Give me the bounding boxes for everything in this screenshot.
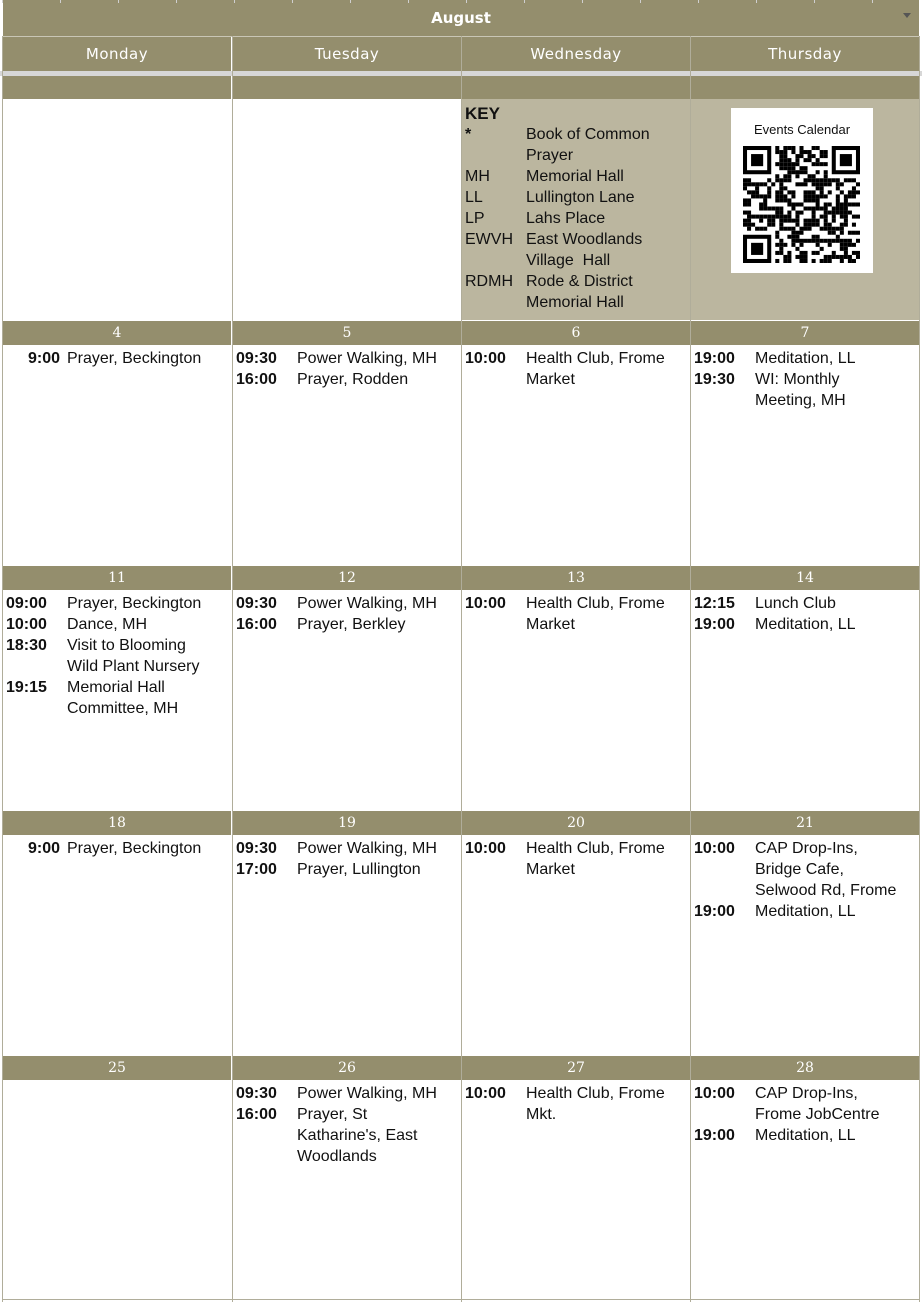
key-abbreviation: RDMH — [465, 273, 513, 290]
event-title: Bridge Cafe, — [755, 861, 844, 878]
grid-tick — [582, 0, 583, 3]
day-cell[interactable] — [462, 1080, 690, 1299]
grid-line — [919, 36, 920, 1302]
event-time: 10:00 — [6, 616, 47, 633]
event-time: 9:00 — [27, 350, 60, 367]
grid-tick — [872, 0, 873, 3]
grid-tick — [524, 0, 525, 3]
dropdown-arrow-icon[interactable] — [903, 13, 911, 18]
key-description: East Woodlands — [526, 231, 643, 248]
event-time: 10:00 — [694, 840, 735, 857]
event-title: Frome JobCentre — [755, 1106, 880, 1123]
date-header: 7 — [691, 321, 919, 345]
event-time: 09:30 — [236, 840, 277, 857]
spacer-cell — [233, 76, 461, 99]
key-abbreviation: MH — [465, 168, 490, 185]
day-cell[interactable] — [233, 835, 461, 1055]
event-title: Woodlands — [297, 1148, 377, 1165]
key-description: Prayer — [526, 147, 574, 164]
event-title: Wild Plant Nursery — [67, 658, 200, 675]
date-header: 13 — [462, 566, 690, 590]
event-time: 09:30 — [236, 595, 277, 612]
event-title: Health Club, Frome — [526, 840, 665, 857]
day-cell[interactable] — [691, 835, 919, 1055]
grid-tick — [640, 0, 641, 3]
event-title: Power Walking, MH — [297, 1085, 437, 1102]
event-title: Prayer, Beckington — [67, 595, 202, 612]
grid-tick — [176, 0, 177, 3]
key-description: Memorial Hall — [526, 168, 624, 185]
event-title: Lunch Club — [755, 595, 836, 612]
weekday-wednesday: Wednesday — [462, 37, 690, 71]
month-title: August — [431, 9, 491, 27]
qr-title: Events Calendar — [753, 122, 851, 137]
day-cell[interactable] — [3, 835, 231, 1055]
key-legend — [462, 99, 690, 320]
event-time: 12:15 — [694, 595, 735, 612]
event-title: Power Walking, MH — [297, 350, 437, 367]
date-header: 5 — [233, 321, 461, 345]
event-title: Dance, MH — [67, 616, 148, 633]
grid-line — [690, 36, 691, 1302]
event-title: CAP Drop-Ins, — [755, 1085, 858, 1102]
event-time: 19:00 — [694, 903, 735, 920]
event-time: 09:00 — [6, 595, 47, 612]
event-time: 10:00 — [694, 1085, 735, 1102]
grid-tick — [466, 0, 467, 3]
event-title: Meditation, LL — [755, 350, 856, 367]
event-title: Prayer, St — [297, 1106, 368, 1123]
event-title: WI: Monthly — [755, 371, 840, 388]
key-description: Book of Common — [526, 126, 650, 143]
day-cell[interactable] — [691, 1080, 919, 1299]
event-time: 19:30 — [694, 371, 735, 388]
spacer-cell — [691, 76, 919, 99]
date-header: 25 — [3, 1056, 231, 1080]
grid-tick — [350, 0, 351, 3]
event-title: Meditation, LL — [755, 1127, 856, 1144]
grid-tick — [2, 0, 3, 3]
day-cell[interactable] — [3, 1080, 231, 1299]
grid-line — [461, 36, 462, 1302]
event-time: 09:30 — [236, 350, 277, 367]
spacer-cell — [462, 76, 690, 99]
event-time: 19:00 — [694, 616, 735, 633]
event-title: Prayer, Rodden — [297, 371, 409, 388]
qr-panel — [691, 99, 919, 320]
grid-tick — [756, 0, 757, 3]
event-title: Meditation, LL — [755, 903, 856, 920]
event-title: Power Walking, MH — [297, 595, 437, 612]
event-title: Committee, MH — [67, 700, 179, 717]
date-header: 26 — [233, 1056, 461, 1080]
event-time: 10:00 — [465, 840, 506, 857]
event-title: Health Club, Frome — [526, 1085, 665, 1102]
date-header: 21 — [691, 811, 919, 835]
key-description: Lahs Place — [526, 210, 606, 227]
key-abbreviation: LL — [465, 189, 483, 206]
event-title: Market — [526, 861, 575, 878]
event-title: Mkt. — [526, 1106, 557, 1123]
event-time: 19:15 — [6, 679, 47, 696]
day-cell[interactable] — [3, 590, 231, 810]
event-title: Health Club, Frome — [526, 595, 665, 612]
day-cell[interactable] — [233, 590, 461, 810]
grid-line — [232, 36, 233, 1302]
grid-tick — [234, 0, 235, 3]
event-title: Prayer, Lullington — [297, 861, 421, 878]
day-cell[interactable] — [691, 590, 919, 810]
date-header: 19 — [233, 811, 461, 835]
day-cell[interactable] — [3, 345, 231, 565]
event-time: 10:00 — [465, 350, 506, 367]
weekday-monday: Monday — [3, 37, 231, 71]
empty-day-cell[interactable] — [233, 99, 461, 320]
grid-line — [2, 36, 3, 1302]
day-cell[interactable] — [233, 1080, 461, 1299]
event-title: Power Walking, MH — [297, 840, 437, 857]
day-cell[interactable] — [691, 345, 919, 565]
empty-day-cell[interactable] — [3, 99, 231, 320]
grid-tick — [408, 0, 409, 3]
event-title: Memorial Hall — [67, 679, 165, 696]
event-time: 9:00 — [27, 840, 60, 857]
key-description: Village Hall — [526, 252, 611, 269]
grid-tick — [60, 0, 61, 3]
event-time: 10:00 — [465, 1085, 506, 1102]
grid-tick — [118, 0, 119, 3]
event-title: Prayer, Beckington — [67, 350, 202, 367]
date-header: 14 — [691, 566, 919, 590]
date-header: 18 — [3, 811, 231, 835]
key-abbreviation: * — [465, 126, 472, 143]
month-header[interactable] — [3, 0, 919, 37]
key-description: Rode & District — [526, 273, 633, 290]
grid-tick — [292, 0, 293, 3]
event-time: 18:30 — [6, 637, 47, 654]
day-cell[interactable] — [233, 345, 461, 565]
spacer-cell — [3, 76, 231, 99]
event-title: Visit to Blooming — [67, 637, 186, 654]
event-title: Prayer, Berkley — [297, 616, 406, 633]
event-title: Selwood Rd, Frome — [755, 882, 897, 899]
day-cell[interactable] — [462, 835, 690, 1055]
key-title: KEY — [465, 104, 500, 123]
date-header: 6 — [462, 321, 690, 345]
event-title: Health Club, Frome — [526, 350, 665, 367]
event-time: 09:30 — [236, 1085, 277, 1102]
event-time: 17:00 — [236, 861, 277, 878]
event-title: Market — [526, 371, 575, 388]
date-header: 20 — [462, 811, 690, 835]
day-cell[interactable] — [462, 345, 690, 565]
key-abbreviation: LP — [465, 210, 485, 227]
event-time: 19:00 — [694, 1127, 735, 1144]
key-description: Memorial Hall — [526, 294, 624, 311]
event-title: CAP Drop-Ins, — [755, 840, 858, 857]
event-time: 19:00 — [694, 350, 735, 367]
grid-line — [3, 1299, 919, 1300]
weekday-thursday: Thursday — [691, 37, 919, 71]
event-title: Meditation, LL — [755, 616, 856, 633]
event-title: Meeting, MH — [755, 392, 846, 409]
date-header: 4 — [3, 321, 231, 345]
event-time: 16:00 — [236, 371, 277, 388]
key-description: Lullington Lane — [526, 189, 635, 206]
event-title: Prayer, Beckington — [67, 840, 202, 857]
grid-tick — [698, 0, 699, 3]
date-header: 27 — [462, 1056, 690, 1080]
date-header: 28 — [691, 1056, 919, 1080]
event-title: Katharine's, East — [297, 1127, 418, 1144]
event-time: 10:00 — [465, 595, 506, 612]
day-cell[interactable] — [462, 590, 690, 810]
event-time: 16:00 — [236, 1106, 277, 1123]
date-header: 11 — [3, 566, 231, 590]
key-abbreviation: EWVH — [465, 231, 513, 248]
weekday-tuesday: Tuesday — [233, 37, 461, 71]
date-header: 12 — [233, 566, 461, 590]
grid-tick — [814, 0, 815, 3]
qr-card[interactable] — [731, 108, 873, 273]
qr-code-icon[interactable] — [743, 146, 860, 263]
event-time: 16:00 — [236, 616, 277, 633]
event-title: Market — [526, 616, 575, 633]
